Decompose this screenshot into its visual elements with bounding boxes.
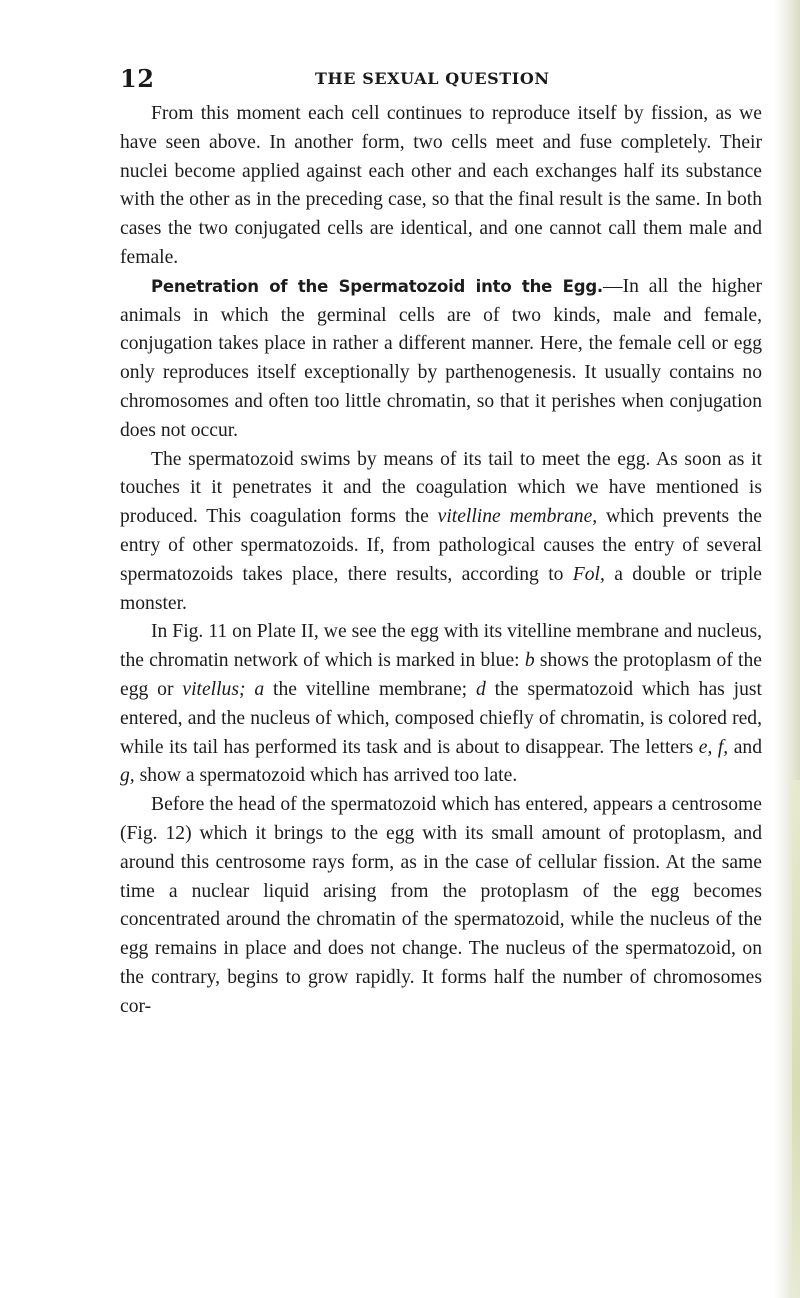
label-b: b [524, 650, 535, 672]
paragraph-5-text: Before the head of the spermatozoid which has entered, appears a centrosome (Fig. 12) which it brings to the egg with its small amount of protoplasm, and around this centrosome rays form, as in the case of cellular fission. At the same time a nuclear liquid arising from the protoplasm of the egg becomes concentrated around the chromatin of the spermatozoid, while the nucleus of the egg remains in place and does not change. The nucleus of the spermatozoid, on the contrary, begins to grow rapidly. It forms half the number of chromosomes cor- [120, 794, 762, 1017]
paragraph-3-text-a: The spermatozoid swims by means of its tail to meet the egg. As soon as it touches it it penetrates it and the coagulation which we have mentioned is produced. This coagulation forms the [120, 448, 762, 528]
term-vitellus: vitellus; a [182, 678, 265, 700]
name-fol: Fol, [572, 563, 605, 585]
paragraph-2 [120, 273, 762, 446]
paragraph-4-text-b: shows the protoplasm of the egg or [120, 650, 762, 700]
paragraph-1 [120, 100, 762, 273]
label-g: g, [120, 765, 135, 787]
paragraph-2-text: —In all the higher animals in which the germinal cells are of two kinds, male and female, conjugation takes place in rather a different manner. Here, the female cell or egg only reproduces itself exceptionally by parthenogenesis. It usually contains no chromosomes and often too little chromatin, so that it perishes when conjugation does not occur. [120, 275, 762, 441]
term-vitelline-membrane: vitelline membrane, [437, 506, 598, 528]
paragraph-3-text-c: a double or triple monster. [120, 563, 762, 614]
paragraph-4-text-d: the spermatozoid which has just entered, and the nucleus of which, composed chiefly of chromatin, is colored red, while its tail has performed its task and is about to disappear. The letters [120, 678, 762, 758]
section-heading: Penetration of the Spermatozoid into the Egg. [151, 276, 603, 296]
label-e-f: e, f, [698, 736, 729, 758]
page-header [120, 64, 760, 94]
paragraph-1-text: From this moment each cell continues to reproduce itself by fission, as we have seen above. In another form, two cells meet and fuse completely. Their nuclei become applied against each other and each exchanges half its substance with the other as in the preceding case, so that the final result is the same. In both cases the two conjugated cells are identical, and one cannot call them male and female. [120, 103, 762, 268]
paragraph-3 [120, 446, 762, 619]
paragraph-3-text-b: which prevents the entry of other spermatozoids. If, from pathological causes the entry of several spermatozoids takes place, there results, according to [120, 506, 762, 585]
label-d: d [475, 678, 486, 700]
paragraph-5 [120, 791, 762, 1021]
page-number: 12 [120, 64, 155, 93]
paragraph-4-text-c: the vitelline membrane; [264, 678, 476, 700]
paragraph-4-text-f: show a spermatozoid which has arrived too late. [134, 765, 518, 787]
paragraph-4 [120, 618, 762, 791]
body-text [120, 100, 762, 1022]
paragraph-4-text-a: In Fig. 11 on Plate II, we see the egg with its vitelline membrane and nucleus, the chromatin network of which is marked in blue: [120, 621, 762, 672]
running-head: THE SEXUAL QUESTION [315, 69, 550, 88]
paragraph-4-text-e: and [728, 736, 762, 758]
page-edge-discoloration [792, 780, 800, 1298]
